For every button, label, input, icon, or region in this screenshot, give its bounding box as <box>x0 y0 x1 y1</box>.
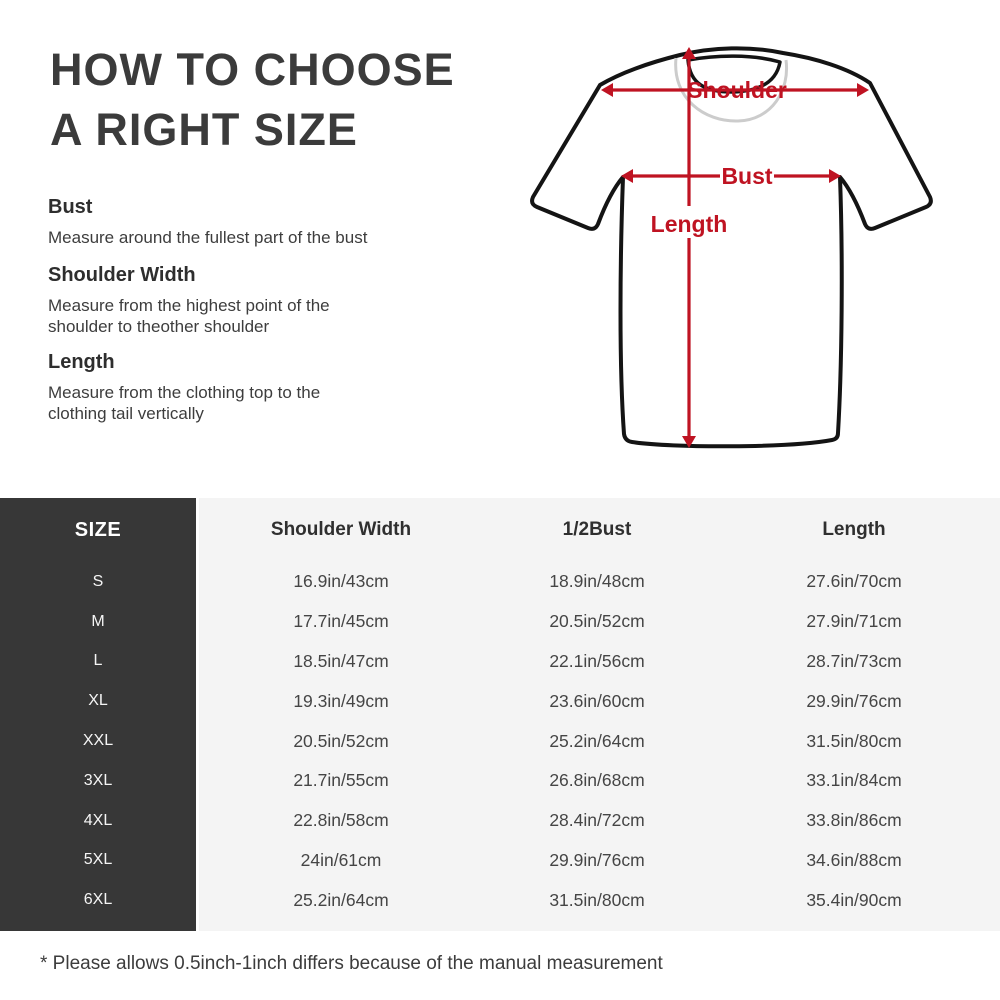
instruction-bust-body <box>48 227 420 248</box>
instruction-shoulder-heading: Shoulder Width <box>48 264 196 286</box>
row-size-label: 5XL <box>83 851 113 869</box>
instruction-bust <box>48 196 420 248</box>
cell-shoulder: 25.2in/64cm <box>293 889 389 910</box>
cell-length: 27.9in/71cm <box>806 611 902 632</box>
cell-length: 35.4in/90cm <box>806 889 902 910</box>
row-size-label: S <box>92 572 104 590</box>
bust-label: Bust <box>721 163 773 189</box>
cell-length: 28.7in/73cm <box>806 650 902 671</box>
instruction-shoulder-body <box>48 295 420 337</box>
cell-half-bust: 28.4in/72cm <box>549 810 645 831</box>
page-title-line2: A RIGHT SIZE <box>50 104 358 155</box>
page-title <box>50 40 455 160</box>
cell-shoulder: 18.5in/47cm <box>293 650 389 671</box>
size-table-grid <box>0 498 1000 931</box>
row-size-label: M <box>91 612 105 630</box>
cell-half-bust: 25.2in/64cm <box>549 730 645 751</box>
size-table <box>0 498 1000 931</box>
instruction-shoulder-line1: Measure from the highest point of the <box>48 296 330 315</box>
row-size-label: 6XL <box>83 891 113 909</box>
column-header-half-bust: 1/2Bust <box>562 519 632 540</box>
column-header-shoulder-width: Shoulder Width <box>270 519 412 540</box>
row-size-label: 4XL <box>83 811 113 829</box>
cell-length: 27.6in/70cm <box>806 571 902 592</box>
instruction-length-line1: Measure from the clothing top to the <box>48 383 321 402</box>
cell-shoulder: 19.3in/49cm <box>293 690 389 711</box>
instruction-length-heading: Length <box>48 351 115 373</box>
instruction-length-line2: clothing tail vertically <box>48 404 204 423</box>
cell-half-bust: 22.1in/56cm <box>549 650 645 671</box>
cell-length: 33.1in/84cm <box>806 770 902 791</box>
row-size-label: XXL <box>82 732 114 750</box>
cell-shoulder: 20.5in/52cm <box>293 730 389 751</box>
cell-shoulder: 24in/61cm <box>300 849 382 870</box>
instruction-shoulder-line2: shoulder to theother shoulder <box>48 317 270 336</box>
instruction-length-body <box>48 382 420 424</box>
instruction-bust-heading: Bust <box>48 196 93 218</box>
instruction-shoulder-width <box>48 264 420 337</box>
cell-length: 33.8in/86cm <box>806 810 902 831</box>
length-label: Length <box>650 211 728 237</box>
page-title-line1: HOW TO CHOOSE <box>50 44 455 95</box>
row-size-label: XL <box>88 692 108 710</box>
cell-length: 31.5in/80cm <box>806 730 902 751</box>
cell-half-bust: 23.6in/60cm <box>549 690 645 711</box>
row-size-label: L <box>93 652 103 670</box>
cell-half-bust: 18.9in/48cm <box>549 571 645 592</box>
column-header-length: Length <box>822 519 886 540</box>
cell-half-bust: 29.9in/76cm <box>549 849 645 870</box>
cell-shoulder: 16.9in/43cm <box>293 571 389 592</box>
row-size-label: 3XL <box>83 771 113 789</box>
cell-shoulder: 21.7in/55cm <box>293 770 389 791</box>
instruction-bust-line1: Measure around the fullest part of the bust <box>48 228 368 247</box>
instruction-length <box>48 351 420 424</box>
shoulder-label: Shoulder <box>687 77 787 103</box>
cell-shoulder: 17.7in/45cm <box>293 611 389 632</box>
cell-half-bust: 20.5in/52cm <box>549 611 645 632</box>
tshirt-outline <box>532 48 931 446</box>
column-header-size: SIZE <box>74 518 122 541</box>
cell-length: 34.6in/88cm <box>806 849 902 870</box>
cell-half-bust: 31.5in/80cm <box>549 889 645 910</box>
cell-half-bust: 26.8in/68cm <box>549 770 645 791</box>
tshirt-measurement-diagram <box>500 10 980 470</box>
cell-length: 29.9in/76cm <box>806 690 902 711</box>
measurement-disclaimer: * Please allows 0.5inch-1inch differs because of the manual measurement <box>40 953 663 974</box>
cell-shoulder: 22.8in/58cm <box>293 810 389 831</box>
